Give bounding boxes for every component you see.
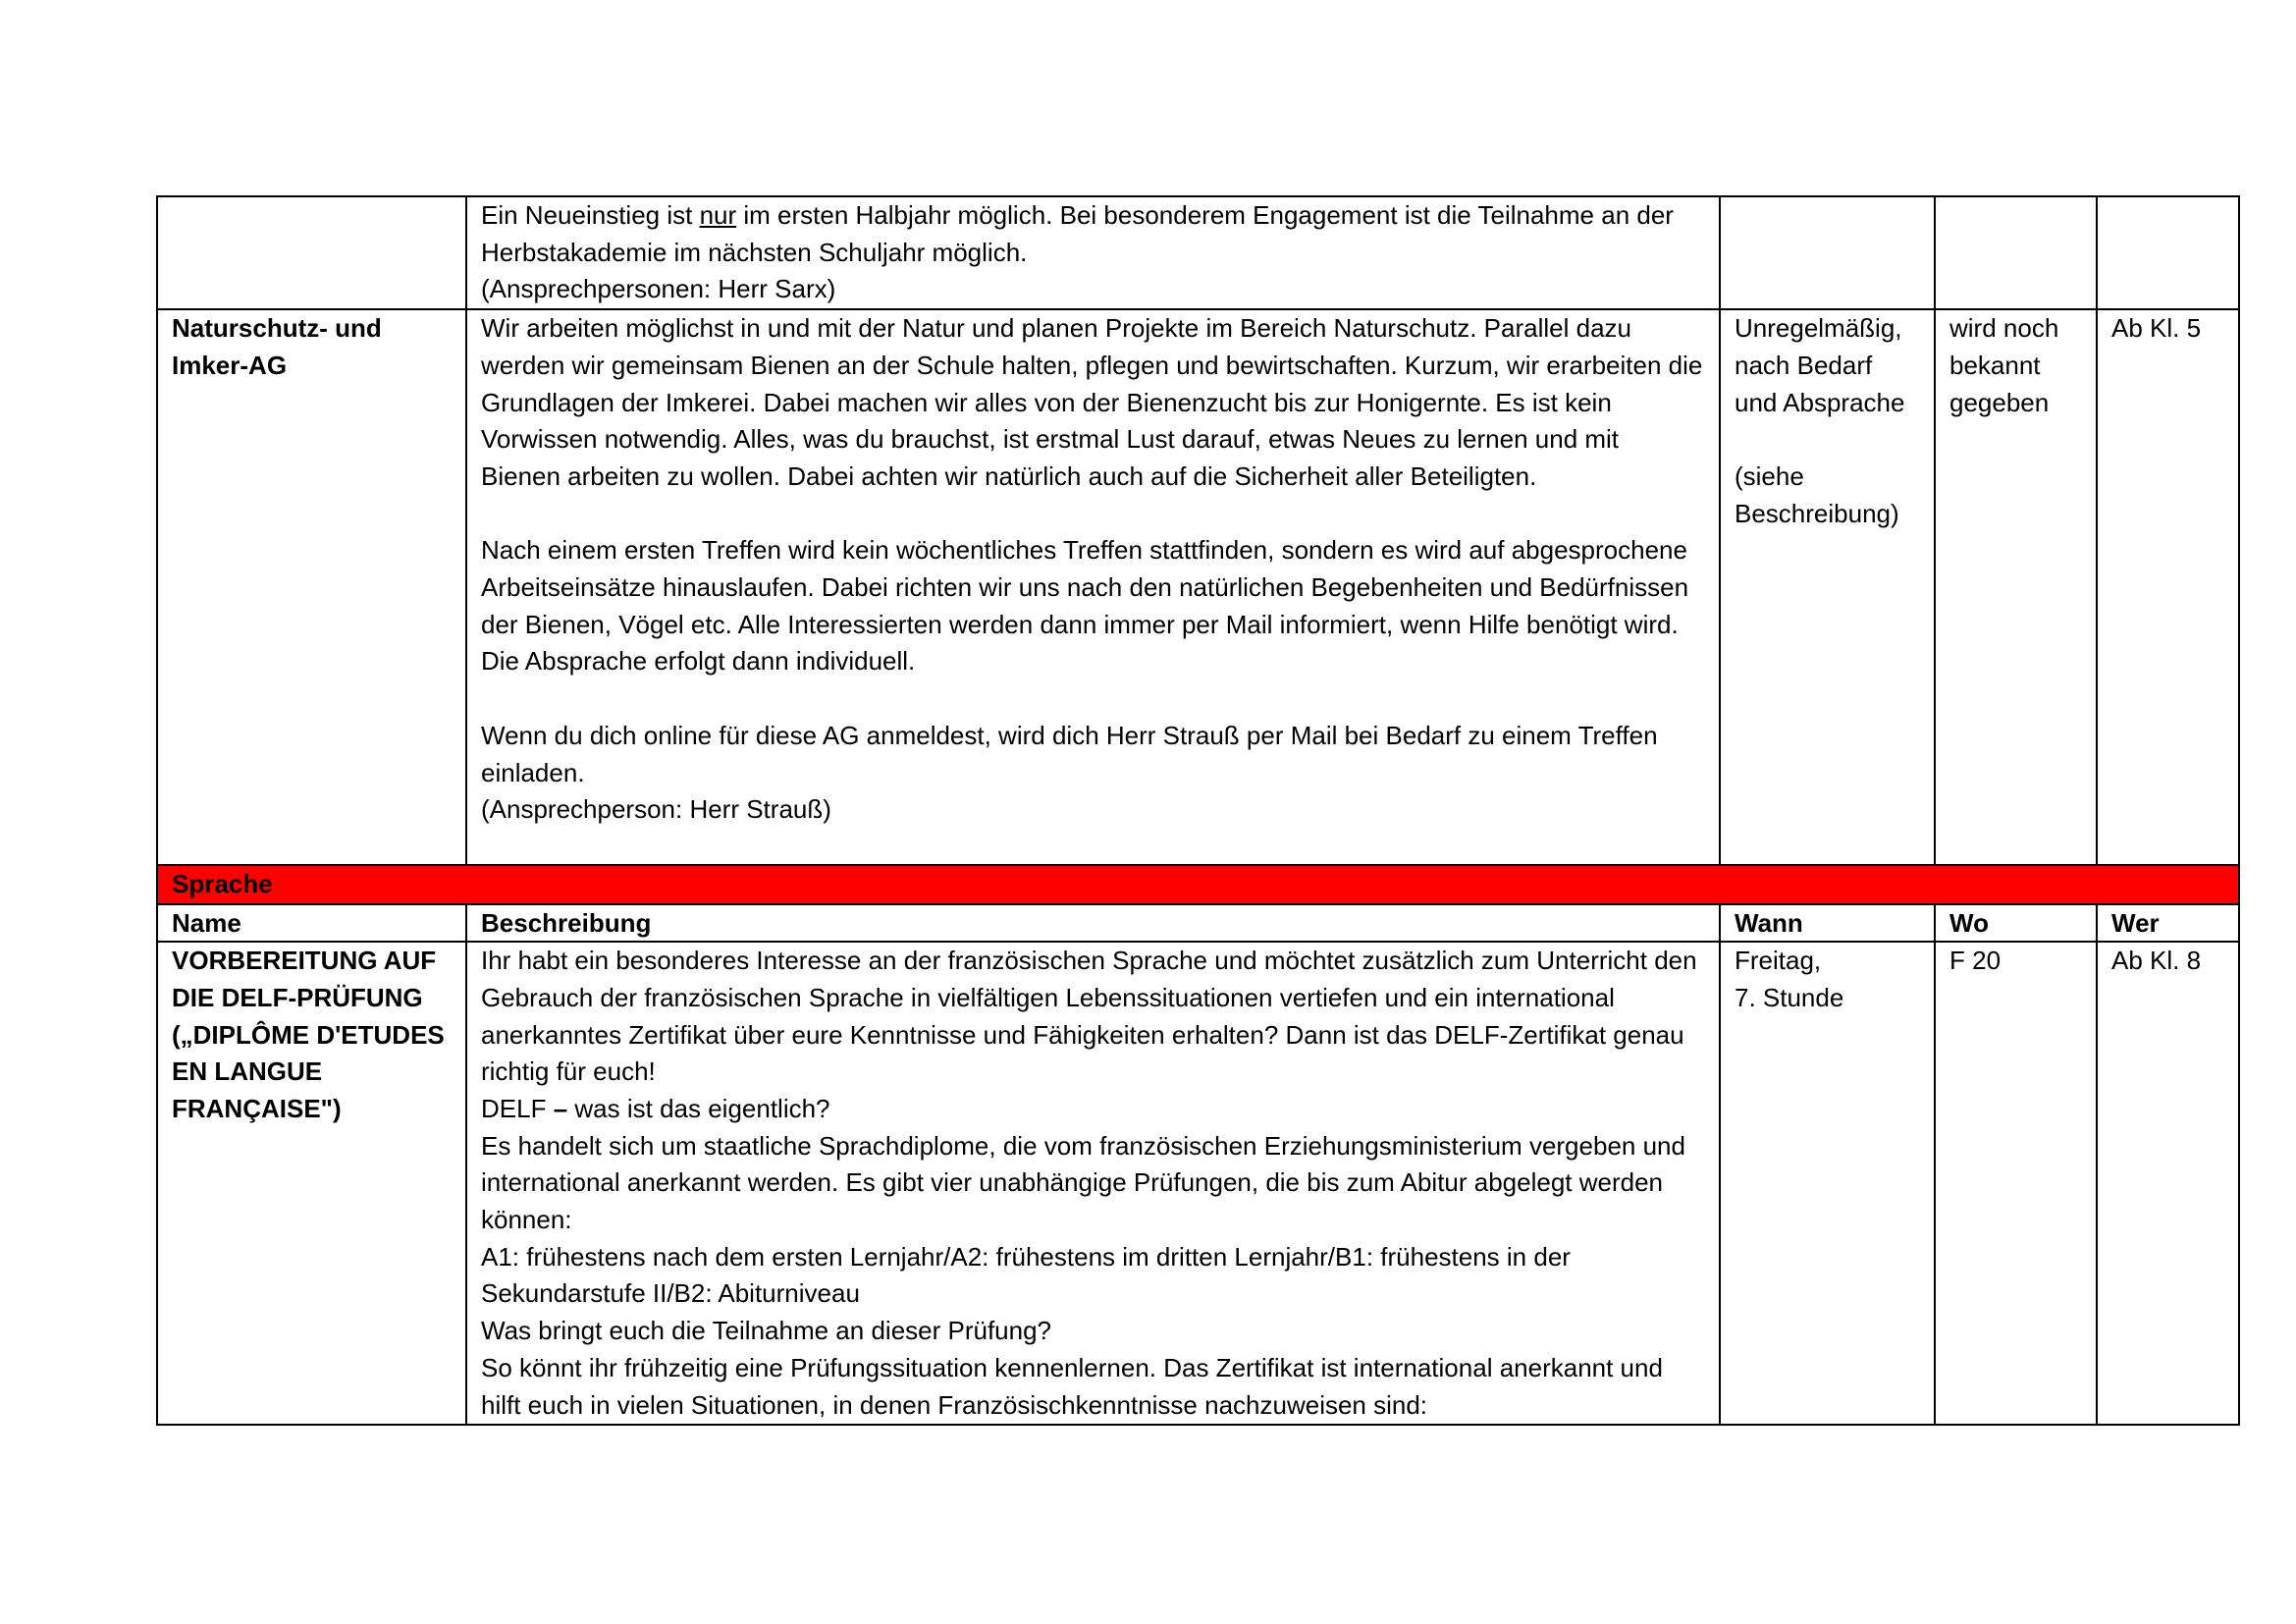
paragraph: Was bringt euch die Teilnahme an dieser Prüfung?	[481, 1316, 1052, 1346]
paragraph: DELF – was ist das eigentlich?	[481, 1093, 830, 1123]
category-row	[157, 865, 2239, 904]
header-description: Beschreibung	[466, 904, 1720, 942]
wer-cell: Ab Kl. 8	[2097, 942, 2239, 1425]
wo-cell: wird noch bekannt gegeben	[1935, 309, 2097, 865]
name-cell	[157, 196, 466, 309]
description-cell	[466, 942, 1720, 1425]
paragraph: Wir arbeiten möglichst in und mit der Natur und planen Projekte im Bereich Naturschutz. Parallel dazu werden wir gemeinsam Bienen an der Schule halten, pflegen und bewirtschaften. Kurzum, wir erarbeiten die Grundlagen der Imkerei. Dabei machen wir alles von der Bienenzucht bis zur Honigernte. Es ist kein Vorwissen notwendig. Alles, was du brauchst, ist erstmal Lust darauf, etwas Neues zu lernen und mit Bienen arbeiten zu wollen. Dabei achten wir natürlich auch auf die Sicherheit aller Beteiligten.	[481, 313, 1703, 491]
underlined-word: nur	[699, 200, 737, 230]
paragraph: A1: frühestens nach dem ersten Lernjahr/A2: frühestens im dritten Lernjahr/B1: frühestens in der Sekundarstufe II/B2: Abiturniveau	[481, 1241, 1571, 1309]
description-cell: Ein Neueinstieg ist nur im ersten Halbjahr möglich. Bei besonderem Engagement ist die Teilnahme an der Herbstakademie im nächsten Schuljahr möglich. (Ansprechpersonen: Herr Sarx)	[466, 196, 1720, 309]
table-row	[157, 309, 2239, 865]
name-cell: Naturschutz- und Imker-AG	[157, 309, 466, 865]
wo-cell: F 20	[1935, 942, 2097, 1425]
contact-line: (Ansprechperson: Herr Strauß)	[481, 794, 831, 825]
header-wo: Wo	[1935, 904, 2097, 942]
name-cell: VORBEREITUNG AUF DIE DELF-PRÜFUNG („DIPLÔME D'ETUDES EN LANGUE FRANÇAISE")	[157, 942, 466, 1425]
ag-table	[156, 195, 2240, 1426]
wo-cell	[1935, 196, 2097, 309]
wann-cell: Freitag, 7. Stunde	[1720, 942, 1935, 1425]
paragraph: Nach einem ersten Treffen wird kein wöchentliches Treffen stattfinden, sondern es wird auf abgesprochene Arbeitseinsätze hinauslaufen. Dabei richten wir uns nach den natürlichen Begebenheiten und Bedürfnissen der Bienen, Vögel etc. Alle Interessierten werden dann immer per Mail informiert, wenn Hilfe benötigt wird. Die Absprache erfolgt dann individuell.	[481, 535, 1689, 677]
paragraph: Wenn du dich online für diese AG anmeldest, wird dich Herr Strauß per Mail bei Bedarf zu einem Treffen einladen.	[481, 720, 1658, 787]
wann-cell: Unregelmäßig, nach Bedarf und Absprache (siehe Beschreibung)	[1720, 309, 1935, 865]
header-row	[157, 904, 2239, 942]
header-wer: Wer	[2097, 904, 2239, 942]
paragraph: So könnt ihr frühzeitig eine Prüfungssituation kennenlernen. Das Zertifikat ist international anerkannt und hilft euch in vielen Situationen, in denen Französischkenntnisse nachzuweisen sind:	[481, 1352, 1663, 1420]
paragraph: Es handelt sich um staatliche Sprachdiplome, die vom französischen Erziehungsministerium vergeben und international anerkannt werden. Es gibt vier unabhängige Prüfungen, die bis zum Abitur abgelegt werden können:	[481, 1130, 1685, 1235]
contact-line: (Ansprechpersonen: Herr Sarx)	[481, 274, 836, 304]
table-row	[157, 196, 2239, 309]
paragraph: Ihr habt ein besonderes Interesse an der französischen Sprache und möchtet zusätzlich zum Unterricht den Gebrauch der französischen Sprache in vielfältigen Lebenssituationen vertiefen und ein international anerkanntes Zertifikat über eure Kenntnisse und Fähigkeiten erhalten? Dann ist das DELF-Zertifikat genau richtig für euch!	[481, 946, 1697, 1087]
header-wann: Wann	[1720, 904, 1935, 942]
wer-cell: Ab Kl. 5	[2097, 309, 2239, 865]
wer-cell	[2097, 196, 2239, 309]
header-name: Name	[157, 904, 466, 942]
category-label: Sprache	[157, 865, 2239, 904]
description-cell	[466, 309, 1720, 865]
table-row	[157, 942, 2239, 1425]
wann-cell	[1720, 196, 1935, 309]
